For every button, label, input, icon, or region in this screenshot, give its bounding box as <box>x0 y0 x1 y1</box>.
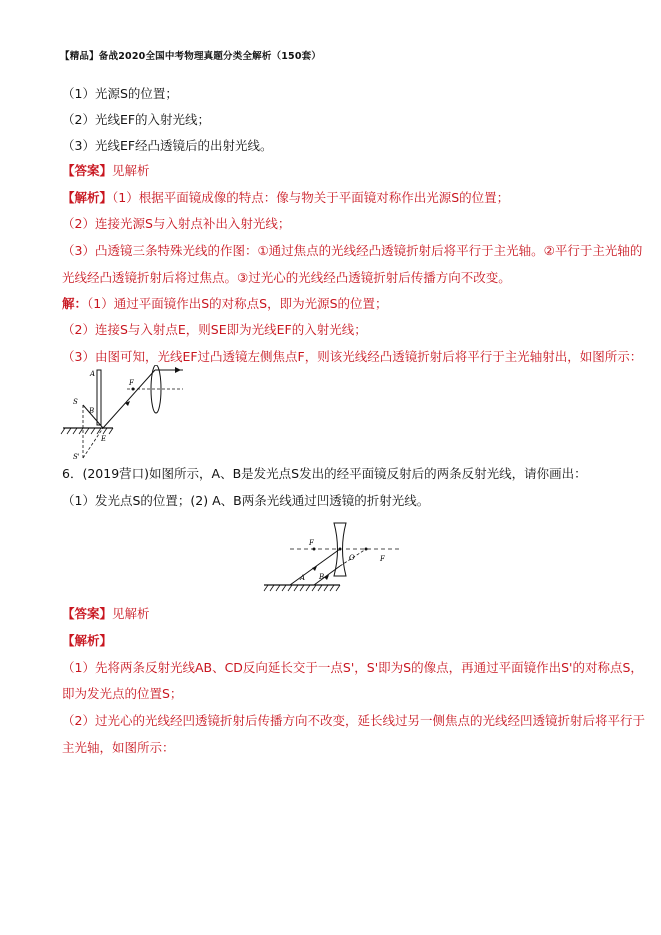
analysis-2-line-3: （2）过光心的光线经凹透镜折射后传播方向不改变，延长线过另一侧焦点的光线经凹透镜折射后将平行于 <box>62 713 645 728</box>
label-B: B <box>319 573 325 581</box>
label-F-left: F <box>309 539 314 547</box>
figure-mirror-convex-lens <box>55 365 185 465</box>
label-A: A <box>90 370 96 378</box>
solution-line-1 <box>62 296 388 312</box>
analysis-line-1 <box>62 190 509 206</box>
figure-mirror-concave-lens <box>262 518 404 592</box>
answer-line-1 <box>62 163 150 179</box>
label-S-prime: S' <box>73 453 80 461</box>
answer-2-tag: 【答案】 <box>62 606 113 621</box>
analysis-tag: 【解析】 <box>62 190 113 205</box>
analysis-2-tag: 【解析】 <box>62 633 113 648</box>
solution-tag: 解： <box>62 296 88 311</box>
question-6-line-2: （1）发光点S的位置；(2) A、B两条光线通过凹透镜的折射光线。 <box>62 493 430 508</box>
question-6-line-1: 6．(2019营口)如图所示，A、B是发光点S发出的经平面镜反射后的两条反射光线，请你画出： <box>62 466 587 481</box>
label-O: O <box>349 554 355 562</box>
answer-line-2 <box>62 606 150 622</box>
analysis-line-3b: 光线经凸透镜折射后将过焦点。③过光心的光线经凸透镜折射后传播方向不改变。 <box>62 270 511 285</box>
solution-text: （1）通过平面镜作出S的对称点S，即为光源S的位置； <box>87 296 388 311</box>
analysis-line-3a: （3）凸透镜三条特殊光线的作图：①通过焦点的光线经凸透镜折射后将平行于主光轴。②平行于主光轴的 <box>62 243 643 258</box>
prev-question-item-1: （1）光源S的位置； <box>62 86 178 101</box>
prev-question-item-2: （2）光线EF的入射光线； <box>62 112 211 127</box>
answer-tag: 【答案】 <box>62 163 113 178</box>
analysis-2-line-1: （1）先将两条反射光线AB、CD反向延长交于一点S'，S'即为S的像点，再通过平面镜作出S'的对称点S， <box>62 660 643 675</box>
label-F-right: F <box>380 555 385 563</box>
label-S: S <box>73 398 78 406</box>
analysis-line-2: （2）连接光源S与入射点补出入射光线； <box>62 216 291 231</box>
answer-2-text: 见解析 <box>112 606 150 621</box>
analysis-text: （1）根据平面镜成像的特点：像与物关于平面镜对称作出光源S的位置； <box>112 190 510 205</box>
label-A: A <box>300 574 306 582</box>
label-F: F <box>129 379 134 387</box>
answer-text: 见解析 <box>112 163 150 178</box>
page-header: 【精品】备战2020全国中考物理真题分类全解析（150套） <box>60 51 322 62</box>
analysis-2-line-2: 即为发光点的位置S； <box>62 686 183 701</box>
solution-line-2: （2）连接S与入射点E，则SE即为光线EF的入射光线； <box>62 322 367 337</box>
solution-line-3: （3）由图可知，光线EF过凸透镜左侧焦点F，则该光线经凸透镜折射后将平行于主光轴射出，如图所示： <box>62 349 643 364</box>
analysis-2-line-4: 主光轴，如图所示： <box>62 740 175 755</box>
label-B: B <box>89 407 95 415</box>
label-E: E <box>101 435 107 443</box>
prev-question-item-3: （3）光线EF经凸透镜后的出射光线。 <box>62 138 273 153</box>
